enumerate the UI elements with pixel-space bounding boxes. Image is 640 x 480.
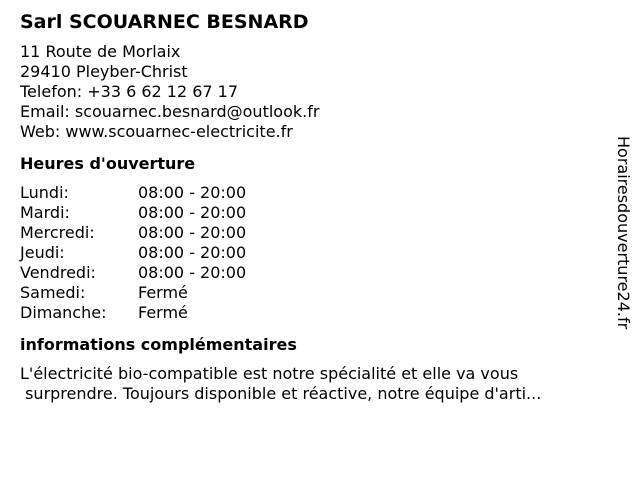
day-label: Mercredi: — [20, 223, 95, 242]
additional-info-line-1: L'électricité bio-compatible est notre spécialité et elle va vous — [20, 364, 519, 383]
additional-info-heading: informations complémentaires — [20, 335, 297, 354]
hours-row-tuesday — [20, 203, 600, 223]
day-label: Samedi: — [20, 283, 86, 302]
day-label: Dimanche: — [20, 303, 107, 322]
phone-line: Telefon: +33 6 62 12 67 17 — [20, 82, 239, 101]
address-street: 11 Route de Morlaix — [20, 42, 181, 61]
day-hours: Fermé — [138, 283, 188, 302]
contact-block — [20, 42, 600, 142]
site-watermark: Horairesdouverture24.fr — [614, 136, 633, 330]
day-label: Jeudi: — [20, 243, 65, 262]
hours-row-saturday — [20, 283, 600, 303]
business-name: Sarl SCOUARNEC BESNARD — [20, 11, 309, 33]
email-line: Email: scouarnec.besnard@outlook.fr — [20, 102, 320, 121]
hours-row-thursday — [20, 243, 600, 263]
hours-row-monday — [20, 183, 600, 203]
day-hours: 08:00 - 20:00 — [138, 243, 247, 262]
day-hours: 08:00 - 20:00 — [138, 203, 247, 222]
business-card — [20, 10, 600, 404]
day-hours: Fermé — [138, 303, 188, 322]
day-hours: 08:00 - 20:00 — [138, 223, 247, 242]
day-label: Mardi: — [20, 203, 70, 222]
hours-row-friday — [20, 263, 600, 283]
hours-row-sunday — [20, 303, 600, 323]
day-hours: 08:00 - 20:00 — [138, 183, 247, 202]
opening-hours-table — [20, 183, 600, 323]
day-label: Lundi: — [20, 183, 69, 202]
day-label: Vendredi: — [20, 263, 96, 282]
address-city: 29410 Pleyber-Christ — [20, 62, 188, 81]
web-line: Web: www.scouarnec-electricite.fr — [20, 122, 293, 141]
opening-hours-heading: Heures d'ouverture — [20, 154, 196, 173]
day-hours: 08:00 - 20:00 — [138, 263, 247, 282]
hours-row-wednesday — [20, 223, 600, 243]
additional-info-line-2: surprendre. Toujours disponible et réactive, notre équipe d'arti... — [20, 384, 542, 403]
